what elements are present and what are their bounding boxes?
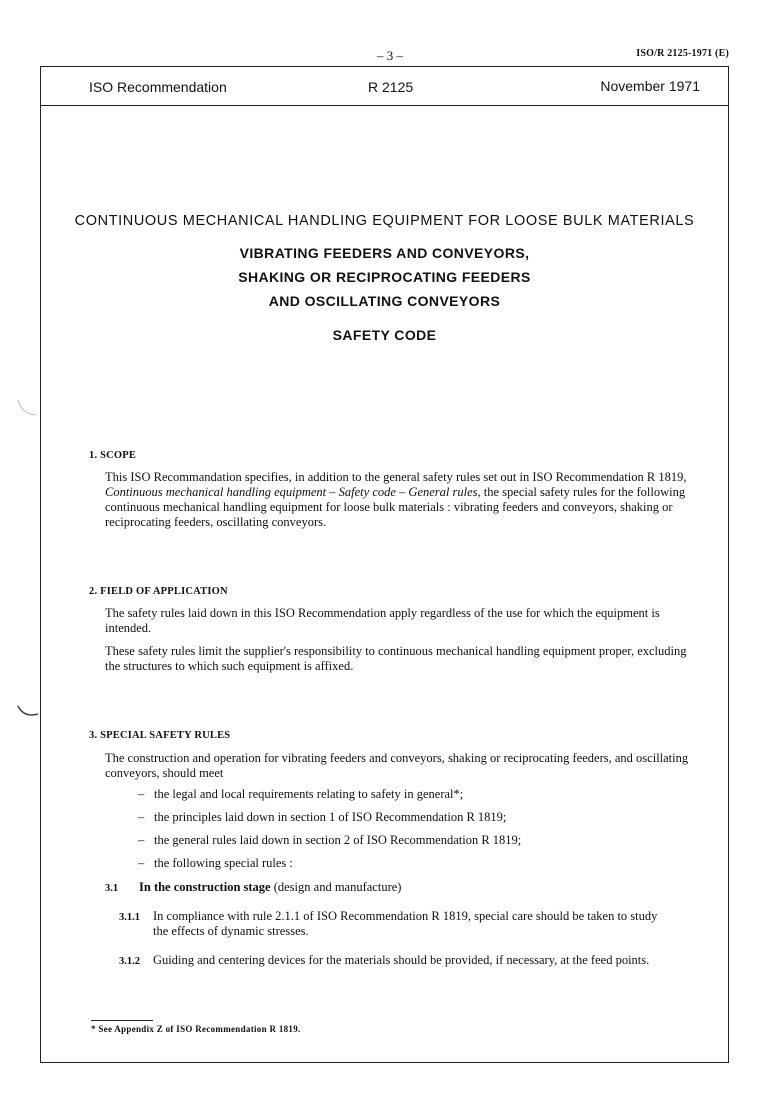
section-1-line-3: continuous mechanical handling equipment for loose bulk materials : vibrating feeders and conveyors, shaking or [105,500,673,514]
section-2-para-1-line-2: intended. [105,621,152,635]
document-frame [40,66,729,1063]
header-date: November 1971 [600,78,700,94]
page-number: – 3 – [377,48,403,63]
header-recommendation-number: R 2125 [368,79,414,95]
footnote: * See Appendix Z of ISO Recommendation R 1819. [91,1024,301,1034]
section-1-body [105,470,723,530]
header-row [41,67,728,106]
subsection-3-1-1-line-1: In compliance with rule 2.1.1 of ISO Recommendation R 1819, special care should be taken to study [153,909,658,923]
main-title: CONTINUOUS MECHANICAL HANDLING EQUIPMENT FOR LOOSE BULK MATERIALS [74,213,695,229]
subsection-3-1-2-line-1: Guiding and centering devices for the materials should be provided, if necessary, at the feed points. [153,953,650,967]
section-1-line-2 [105,485,723,500]
section-2-heading: 2. FIELD OF APPLICATION [89,586,228,597]
list-item: – the general rules laid down in section 2 of ISO Recommendation R 1819; [138,833,522,847]
section-2-para-2-line-2: the structures to which such equipment is affixed. [105,659,354,673]
section-2-para-1-line-1: The safety rules laid down in this ISO Recommendation apply regardless of the use for which the equipment is [105,606,660,620]
section-3-line-2: conveyors, should meet [105,766,224,780]
subtitle-line-2: SHAKING OR RECIPROCATING FEEDERS [238,269,531,285]
section-3-intro [105,751,723,781]
section-1-line-1: This ISO Recommandation specifies, in addition to the general safety rules set out in ISO Recommendation R 1819, [105,470,687,484]
header-iso-recommendation: ISO Recommendation [89,79,227,95]
subsection-3-1-bold: In the construction stage [139,880,271,894]
document-reference: ISO/R 2125-1971 (E) [636,48,729,59]
subsection-3-1-1 [119,909,719,939]
section-1-line-4: reciprocating feeders, oscillating conveyors. [105,515,327,529]
margin-mark-lower [14,700,40,722]
subsection-3-1 [105,880,401,895]
margin-mark-upper [14,398,40,420]
section-2-para-1 [105,606,723,636]
section-3-line-1: The construction and operation for vibrating feeders and conveyors, shaking or reciprocating feeders, and oscillating [105,751,689,765]
subtitle-line-1: VIBRATING FEEDERS AND CONVEYORS, [239,245,530,261]
footnote-rule [91,1020,153,1021]
section-3-heading: 3. SPECIAL SAFETY RULES [89,730,231,741]
section-2-para-2 [105,644,723,674]
safety-code-title: SAFETY CODE [332,327,437,343]
section-1-line-2-rest: the special safety rules for the following [480,485,686,499]
subtitle-line-3: AND OSCILLATING CONVEYORS [268,293,501,309]
list-item: – the legal and local requirements relating to safety in general*; [138,787,464,801]
list-item: – the principles laid down in section 1 of ISO Recommendation R 1819; [138,810,507,824]
section-2-para-2-line-1: These safety rules limit the supplier's responsibility to continuous mechanical handling equipment proper, excluding [105,644,687,658]
subsection-3-1-1-number: 3.1.1 [119,912,140,923]
subsection-3-1-2-number: 3.1.2 [119,956,140,967]
subsection-3-1-1-line-2: the effects of dynamic stresses. [153,924,309,938]
section-1-heading: 1. SCOPE [89,450,137,461]
subsection-3-1-rest: (design and manufacture) [270,880,402,894]
referenced-title: Continuous mechanical handling equipment – Safety code – General rules, [105,485,481,499]
subsection-3-1-2 [119,953,719,968]
subsection-3-1-number: 3.1 [105,883,119,894]
list-item: – the following special rules : [138,856,293,870]
